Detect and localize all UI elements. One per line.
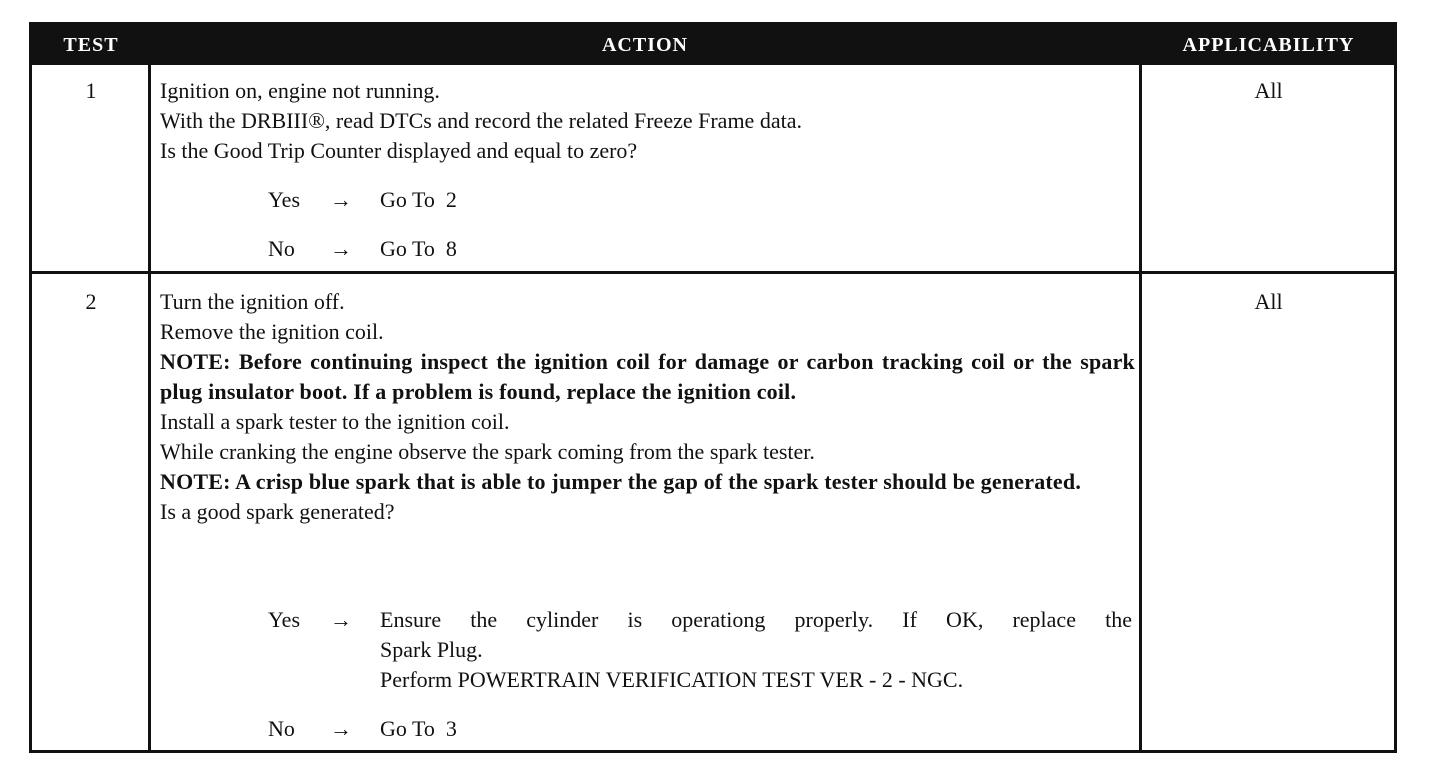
action-line: While cranking the engine observe the spark coming from the spark tester. <box>160 439 815 464</box>
answer-result <box>380 605 1132 695</box>
note-text: NOTE: A crisp blue spark that is able to jumper the gap of the spark tester should be generated. <box>160 469 1082 494</box>
action-line: Turn the ignition off. <box>160 289 345 314</box>
action-line: Remove the ignition coil. <box>160 319 384 344</box>
applicability-value: All <box>1254 289 1283 314</box>
arrow-icon: → <box>330 607 352 632</box>
action-line: With the DRBIII®, read DTCs and record the related Freeze Frame data. <box>160 108 802 133</box>
test-number: 1 <box>85 78 97 103</box>
test-number: 2 <box>85 289 97 314</box>
answer-result-line: Spark Plug. <box>380 637 483 662</box>
header-test: TEST <box>63 34 119 56</box>
answer-result: Go To 8 <box>380 236 457 261</box>
diagnostic-table <box>29 22 1397 753</box>
answer-label: No <box>268 716 295 741</box>
action-line: Ignition on, engine not running. <box>160 78 440 103</box>
answer-result: Go To 2 <box>380 187 457 212</box>
answer-label: No <box>268 236 295 261</box>
action-line: Is the Good Trip Counter displayed and equal to zero? <box>160 138 638 163</box>
action-text <box>160 76 1135 166</box>
header-applicability: APPLICABILITY <box>1182 34 1355 56</box>
column-divider <box>148 65 151 753</box>
applicability-value: All <box>1254 78 1283 103</box>
row-divider <box>32 271 1397 274</box>
column-divider <box>1139 65 1142 753</box>
table-header <box>32 25 1394 65</box>
header-action: ACTION <box>601 34 688 56</box>
answer-result: Go To 3 <box>380 716 457 741</box>
answer-label: Yes <box>268 187 301 212</box>
action-text <box>160 287 1135 527</box>
note-text: NOTE: Before continuing inspect the ignition coil for damage or carbon tracking coil or the spark plug insulator boot. If a problem is found, replace the ignition coil. <box>160 349 1135 404</box>
action-line: Is a good spark generated? <box>160 499 395 524</box>
action-line: Install a spark tester to the ignition coil. <box>160 409 510 434</box>
answer-result-line: Perform POWERTRAIN VERIFICATION TEST VER - 2 - NGC. <box>380 667 964 692</box>
answer-label: Yes <box>268 607 301 632</box>
arrow-icon: → <box>330 236 352 261</box>
arrow-icon: → <box>330 187 352 212</box>
arrow-icon: → <box>330 716 352 741</box>
answer-result-line: Ensure the cylinder is operationg properly. If OK, replace the <box>380 607 1132 632</box>
